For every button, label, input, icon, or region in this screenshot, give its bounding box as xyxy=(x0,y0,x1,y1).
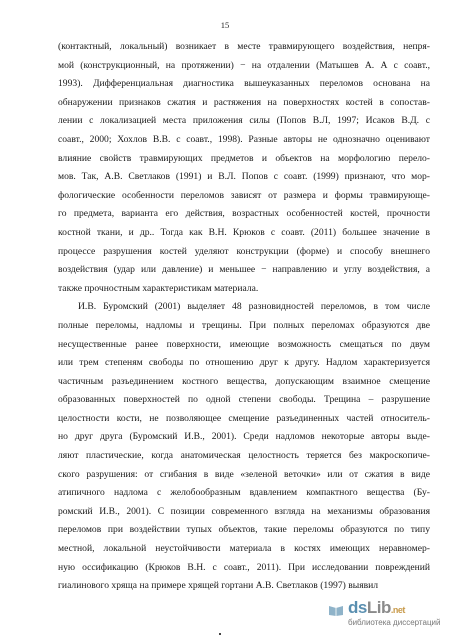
text-line: фологические особенности переломов зависят от размера и формы травмирующе- xyxy=(58,189,430,201)
page-number: 15 xyxy=(220,20,230,30)
logo-ds: ds xyxy=(348,598,367,617)
dslib-watermark xyxy=(348,598,444,632)
text-line: целостности кости, не позволяющее смещение разъединенных частей относитель- xyxy=(58,412,430,424)
paragraph-2 xyxy=(58,298,430,596)
text-line: соавт., 2000; Хохлов В.В. с соавт., 1998). Разные авторы не однозначно оценивают xyxy=(58,133,430,145)
text-line: обнаружении признаков сжатия и растяжения на поверхностях костей в сопостав- xyxy=(58,96,430,108)
text-line: (контактный, локальный) возникает в месте травмирующего воздействия, непря- xyxy=(58,41,430,52)
text-line: несущественные ранее поверхности, имеющие возможность смещаться по двум xyxy=(58,338,430,350)
text-line: переломов при воздействии тупых объектов, такие переломы образуются по типу xyxy=(58,524,430,536)
text-line: также прочностным характеристикам материала. xyxy=(58,282,259,294)
text-line: но друг друга (Буромский И.В., 2001). Среди надломов некоторые авторы выде- xyxy=(58,431,430,443)
text-line: лении с локализацией места приложения силы (Попов В.Л, 1997; Исаков В.Д. с xyxy=(58,115,430,127)
watermark-caption: библиотека диссертаций xyxy=(348,618,441,627)
bottom-mark xyxy=(219,633,221,635)
text-line: ского разрушения: от сгибания в виде «зеленой веточки» или от сжатия в виде xyxy=(58,468,430,480)
text-line: частичным разъединением костного вещества, допускающим взаимное смещение xyxy=(58,375,430,387)
text-line: ную оссификацию (Крюков В.Н. с соавт., 2011). При исследовании повреждений xyxy=(58,561,430,573)
text-line: воздействия (удар или давление) и меньшее − направлению и углу воздействия, а xyxy=(58,264,430,276)
book-icon xyxy=(328,604,344,616)
watermark-logo xyxy=(348,598,405,618)
text-line: полные переломы, надломы и трещины. При полных переломах образуются две xyxy=(58,319,430,331)
text-line: костной ткани, и др.. Тогда как В.Н. Крюков с соавт. (2011) большее значение в xyxy=(58,226,430,238)
text-line: образованных поверхностей по одной степени свободы. Трещина – разрушение xyxy=(58,394,430,406)
text-line: местной, локальной неустойчивости материала в костях имеющих неравномер- xyxy=(58,543,430,555)
text-line: атипичного надлома с желобообразным вдавлением компактного вещества (Бу- xyxy=(58,487,430,499)
text-line: 1993). Дифференциальная диагностика вышеуказанных переломов основана на xyxy=(58,78,430,90)
body-text xyxy=(58,38,430,596)
text-line: мов. Так, А.В. Светлаков (1991) и В.Л. Попов с соавт. (1999) признают, что мор- xyxy=(58,171,430,183)
text-line: влияние свойств травмирующих предметов и объектов на морфологию перело- xyxy=(58,152,430,164)
text-line: или трем степеням свободы по отношению друг к другу. Надлом характеризуется xyxy=(58,357,430,369)
text-line: процессе разрушения костей уделяют конструкции (форме) и способу внешнего xyxy=(58,245,430,257)
logo-lib: Lib xyxy=(366,598,391,617)
text-line: ромский И.В., 2001). С позиции современного взгляда на механизмы образования xyxy=(58,505,430,517)
text-line: гиалинового хряща на примере хрящей гортани А.В. Светлаков (1997) выявил xyxy=(58,580,379,592)
text-line: ляют пластические, когда анатомическая целостность теряется без макроскопиче- xyxy=(58,450,430,462)
logo-suffix: .net xyxy=(390,605,405,615)
text-line: го предмета, варианта его действия, возрастных особенностей костей, прочности xyxy=(58,208,430,220)
paragraph-1 xyxy=(58,38,430,298)
text-line: мой (конструкционный, на протяжении) − на отдалении (Матышев А. А с соавт., xyxy=(58,59,430,71)
text-line: И.В. Буромский (2001) выделяет 48 разновидностей переломов, в том числе xyxy=(78,301,430,313)
